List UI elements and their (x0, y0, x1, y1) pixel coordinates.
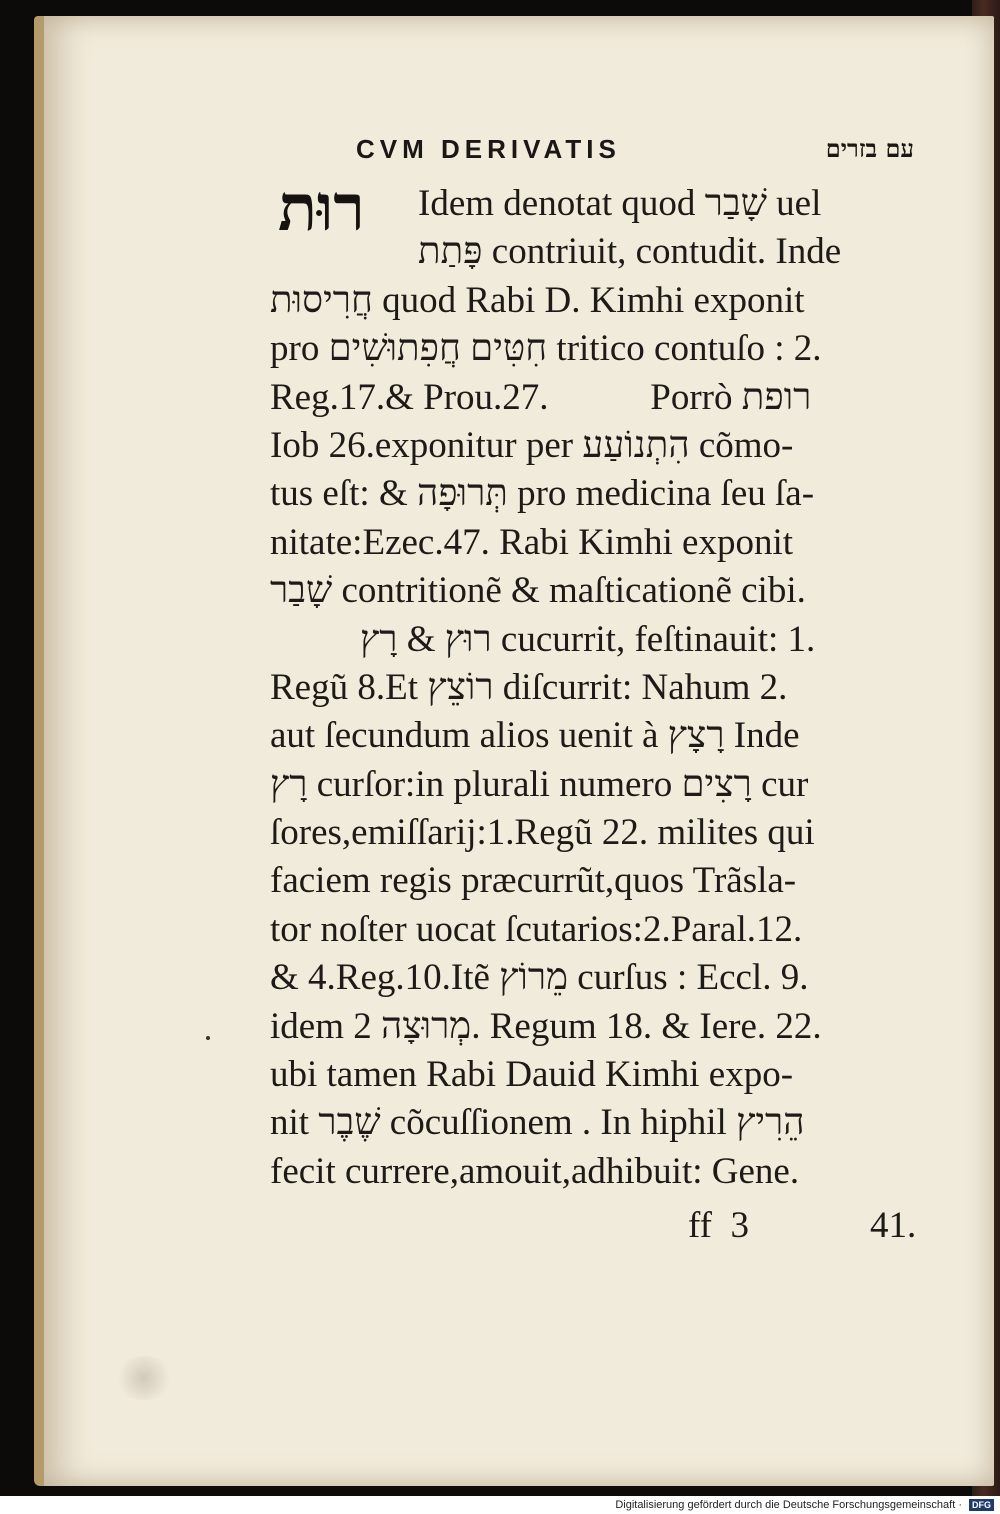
book-page (34, 16, 994, 1486)
entry-line: שָׁבַר contritionẽ & maſticationẽ cibi. (270, 570, 806, 612)
dictionary-entry (270, 171, 976, 1196)
headword-hebrew: רוּת (278, 171, 365, 246)
dfg-logo: DFG (969, 1499, 994, 1511)
entry-line: רָץ curſor:in plurali numero רָצִים cur (270, 763, 809, 805)
entry-line: & 4.Reg.10.Itẽ מֵרוֹץ curſus : Eccl. 9. (270, 957, 809, 999)
running-head-hebrew: עם בזרים (825, 134, 914, 163)
entry-line: Reg.17.& Prou.27. Porrò רופת (270, 376, 812, 418)
entry-line: רוּץ & רָץ cucurrit, feſtinauit: 1. (360, 618, 816, 660)
entry-line: Iob 26.exponitur per הִתְנוֹעַע cõmo- (270, 424, 794, 466)
entry-line: פָּתַת contriuit, contudit. Inde (418, 231, 842, 273)
ink-speck (206, 1036, 210, 1040)
entry-line: nitate:Ezec.47. Rabi Kimhi exponit (270, 521, 794, 563)
running-head-latin: CVM DERIVATIS (356, 134, 621, 164)
signature-mark: ff 3 (688, 1205, 749, 1247)
entry-line: idem מְרוּצָה 2. Regum 18. & Iere. 22. (270, 1005, 822, 1047)
entry-line: ſores,emiſſarij:1.Regũ 22. milites qui (270, 812, 815, 854)
folio-number: 41. (870, 1205, 917, 1247)
text-block (270, 126, 976, 1254)
entry-line: tor noſter uocat ſcutarios:2.Paral.12. (270, 908, 803, 950)
entry-line: Regũ 8.Et רוֹצֵץ diſcurrit: Nahum 2. (270, 666, 788, 708)
entry-line: Idem denotat quod שָׁבַר uel (418, 183, 822, 224)
entry-line: aut ſecundum alios uenit à רָצָץ Inde (270, 715, 800, 757)
entry-line: fecit currere,amouit,adhibuit: Gene. (270, 1150, 800, 1192)
entry-line: faciem regis præcurrũt,quos Trãsla- (270, 860, 797, 902)
running-head (270, 126, 976, 180)
paper-stain (114, 1356, 174, 1400)
entry-line: ubi tamen Rabi Dauid Kimhi expo- (270, 1054, 794, 1096)
digitization-credit: Digitalisierung gefördert durch die Deutsche Forschungsgemeinschaft · (615, 1499, 962, 1511)
credit-bar (0, 1496, 1000, 1514)
entry-line: pro חִטִּים חֲפִתוּשִׁים tritico contuſo : 2. (270, 328, 822, 370)
entry-line: חֲרִיסוּת quod Rabi D. Kimhi exponit (270, 279, 805, 321)
entry-line: tus eſt: & תְּרוּפָה pro medicina ſeu ſa- (270, 473, 815, 515)
page-footer (270, 1204, 976, 1254)
entry-line: nit שֶׁבֶר cõcuſſionem . In hiphil הֵרִיץ (270, 1102, 805, 1144)
